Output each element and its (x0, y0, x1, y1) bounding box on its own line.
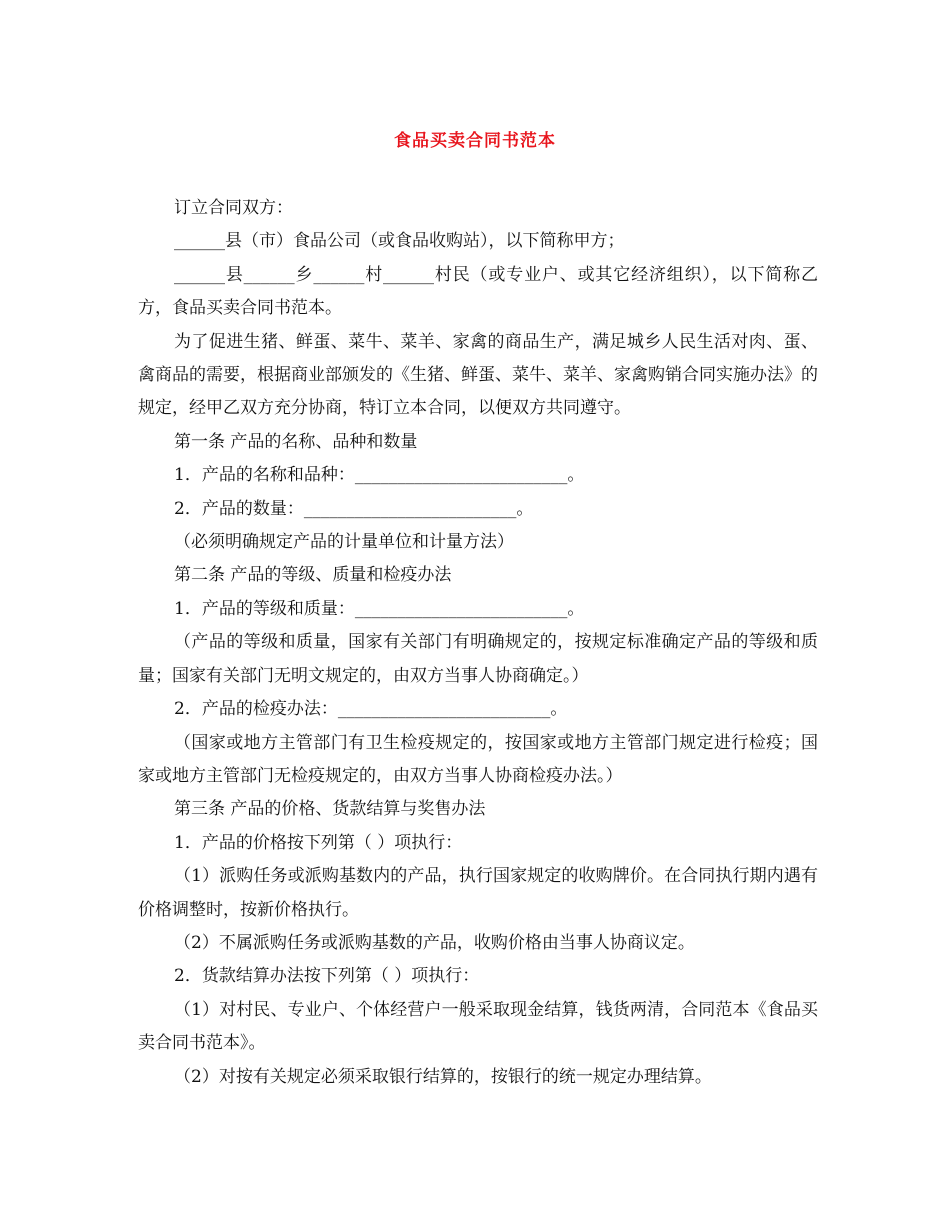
article-2-item-1: 1．产品的等级和质量：_________________________。 (174, 598, 585, 619)
article-1-heading: 第一条 产品的名称、品种和数量 (174, 431, 418, 452)
article-2-note-2: （国家或地方主管部门有卫生检疫规定的，按国家或地方主管部门规定进行检疫；国家或地方主管部门无检疫规定的，由双方当事人协商检疫办法。） (138, 732, 818, 786)
article-3-item-2: 2．货款结算办法按下列第（ ）项执行： (174, 966, 480, 987)
article-2-heading: 第二条 产品的等级、质量和检疫办法 (174, 565, 452, 586)
article-1-item-2: 2．产品的数量：_________________________。 (174, 498, 534, 519)
paragraph-party-b: ______县______乡______村______村民（或专业户、或其它经济组织），以下简称乙方，食品买卖合同书范本。 (138, 264, 818, 319)
paragraph-party-a: ______县（市）食品公司（或食品收购站），以下简称甲方； (174, 231, 625, 252)
document-body (138, 192, 818, 1094)
article-1-item-1: 1．产品的名称和品种：_________________________。 (174, 465, 585, 486)
article-3-item-1-option-1: （1）派购任务或派购基数内的产品，执行国家规定的收购牌价。在合同执行期内遇有价格调整时，按新价格执行。 (138, 866, 818, 920)
paragraph-parties-heading: 订立合同双方： (174, 198, 293, 218)
article-1-note: （必须明确规定产品的计量单位和计量方法） (174, 532, 514, 553)
article-3-item-2-option-1: （1）对村民、专业户、个体经营户一般采取现金结算，钱货两清，合同范本《食品买卖合同书范本》。 (138, 999, 818, 1054)
article-3-heading: 第三条 产品的价格、货款结算与奖售办法 (174, 799, 486, 820)
article-2-item-2: 2．产品的检疫办法：_________________________。 (174, 699, 568, 720)
paragraph-preamble: 为了促进生猪、鲜蛋、菜牛、菜羊、家禽的商品生产，满足城乡人民生活对肉、蛋、禽商品的需要，根据商业部颁发的《生猪、鲜蛋、菜牛、菜羊、家禽购销合同实施办法》的规定，经甲乙双方充分协商，特订立本合同，以便双方共同遵守。 (138, 331, 818, 419)
article-2-note-1: （产品的等级和质量，国家有关部门有明确规定的，按规定标准确定产品的等级和质量；国家有关部门无明文规定的，由双方当事人协商确定。） (138, 632, 818, 686)
article-3-item-2-option-2: （2）对按有关规定必须采取银行结算的，按银行的统一规定办理结算。 (174, 1066, 712, 1087)
article-3-item-1-option-2: （2）不属派购任务或派购基数的产品，收购价格由当事人协商议定。 (174, 932, 695, 953)
article-3-item-1: 1．产品的价格按下列第（ ）项执行： (174, 832, 463, 853)
document-title: 食品买卖合同书范本 (394, 131, 556, 151)
